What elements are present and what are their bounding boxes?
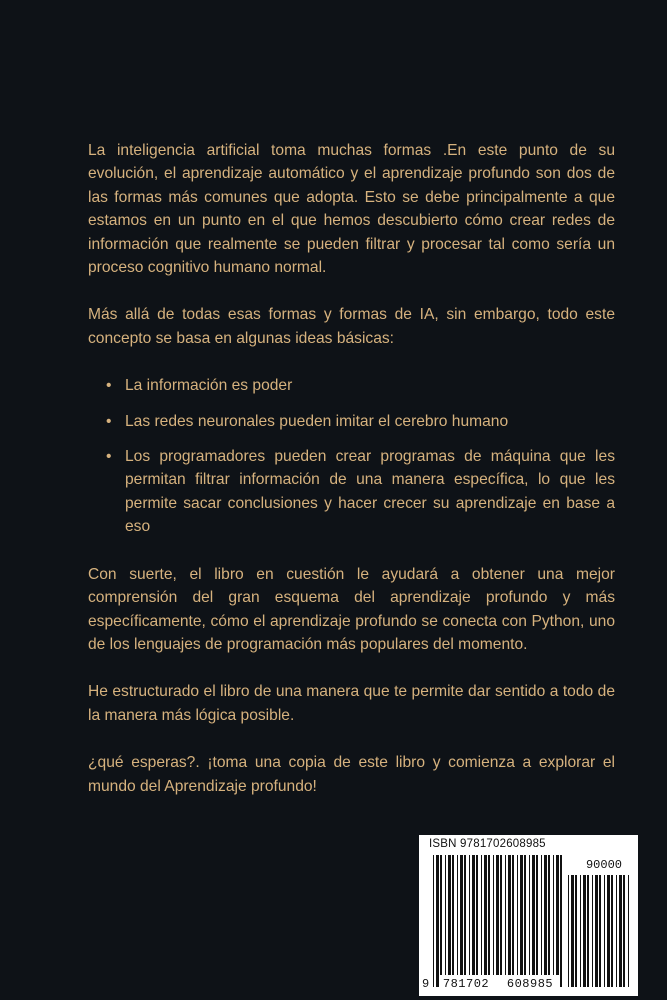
list-item-text: Los programadores pueden crear programas de máquina que les permitan filtrar información de una manera específica, lo que les permite sacar conclusiones y hacer crecer su aprendizaje en base a eso (125, 448, 615, 536)
barcode-bar (496, 855, 499, 975)
barcode-bar (619, 875, 622, 987)
barcode-bar (607, 875, 610, 987)
bullet-icon: • (106, 412, 112, 430)
barcode-bar (628, 875, 629, 987)
barcode-bar (529, 855, 530, 975)
barcode-bar (532, 855, 535, 975)
barcode-bar (595, 875, 598, 987)
synopsis (88, 139, 615, 822)
barcode-bar (587, 875, 589, 987)
barcode-bar (544, 855, 547, 975)
barcode-bar (583, 875, 586, 987)
paragraph-hope: Con suerte, el libro en cuestión le ayudará a obtener una mejor comprensión del gran esquema del aprendizaje profundo y más específicamente, cómo el aprendizaje profundo se conecta con Python, uno de los lenguajes de programación más populares del momento. (88, 565, 615, 653)
barcode-bar (571, 875, 574, 987)
barcode-bar (493, 855, 494, 975)
barcode-bar (520, 855, 523, 975)
barcode-bar (488, 855, 490, 975)
list-item (104, 410, 615, 433)
barcode-bar (433, 855, 434, 987)
barcode-bar (476, 855, 478, 975)
barcode-bar (464, 855, 466, 975)
barcode-bar (616, 875, 617, 987)
barcode-bar (599, 875, 601, 987)
barcode-bar (445, 855, 446, 975)
barcode-bar (623, 875, 625, 987)
barcode-bar (440, 855, 442, 975)
barcode-bar (580, 875, 581, 987)
barcode-bar (484, 855, 487, 975)
barcode-bar (575, 875, 577, 987)
barcode-bar (436, 855, 439, 987)
barcode-digit-group-1: 781702 (442, 977, 490, 991)
list-item (104, 374, 615, 397)
barcode-bar (524, 855, 526, 975)
barcode-bar (512, 855, 514, 975)
barcode-bar (560, 855, 562, 987)
isbn-barcode (419, 835, 638, 996)
list-item-text: Las redes neuronales pueden imitar el cerebro humano (125, 412, 509, 430)
isbn-label: ISBN 9781702608985 (429, 838, 546, 850)
barcode-bar (452, 855, 454, 975)
paragraph-structure: He estructurado el libro de una manera que te permite dar sentido a todo de la manera más lógica posible. (88, 683, 615, 724)
idea-list (88, 374, 615, 538)
list-item (104, 445, 615, 539)
list-item-text: La información es poder (125, 377, 293, 395)
barcode-bar (469, 855, 470, 975)
barcode-bar (500, 855, 502, 975)
barcode-bar (505, 855, 506, 975)
barcode-bar (448, 855, 451, 975)
barcode-bar (472, 855, 475, 975)
barcode-bar (457, 855, 458, 975)
barcode-bar (508, 855, 511, 975)
barcode-bar (541, 855, 542, 975)
barcode-bar (553, 855, 554, 975)
bullet-icon: • (106, 448, 112, 466)
bullet-icon: • (106, 377, 112, 395)
barcode-bar (481, 855, 482, 975)
barcode-bar (604, 875, 605, 987)
paragraph-closing: ¿qué esperas?. ¡toma una copia de este libro y comienza a explorar el mundo del Aprendizaje profundo! (88, 754, 615, 795)
barcode-bar (517, 855, 518, 975)
paragraph-intro: La inteligencia artificial toma muchas formas .En este punto de su evolución, el aprendizaje automático y el aprendizaje profundo son dos de las formas más comunes que adopta. Esto se debe principalmente a que estamos en un punto en el que hemos descubierto cómo crear redes de información que realmente se pueden filtrar y procesar tal como sería un proceso cognitivo humano normal. (88, 142, 615, 277)
barcode-bar (460, 855, 463, 975)
barcode-bar (556, 855, 559, 975)
price-code: 90000 (585, 858, 622, 872)
barcode-digit-lead: 9 (422, 977, 430, 991)
barcode-bar (548, 855, 550, 975)
barcode-bar (592, 875, 593, 987)
barcode-bar (611, 875, 613, 987)
barcode-digit-group-2: 608985 (506, 977, 554, 991)
barcode-bar (536, 855, 538, 975)
paragraph-concept: Más allá de todas esas formas y formas de IA, sin embargo, todo este concepto se basa en algunas ideas básicas: (88, 306, 615, 347)
barcode-bar (568, 875, 569, 987)
